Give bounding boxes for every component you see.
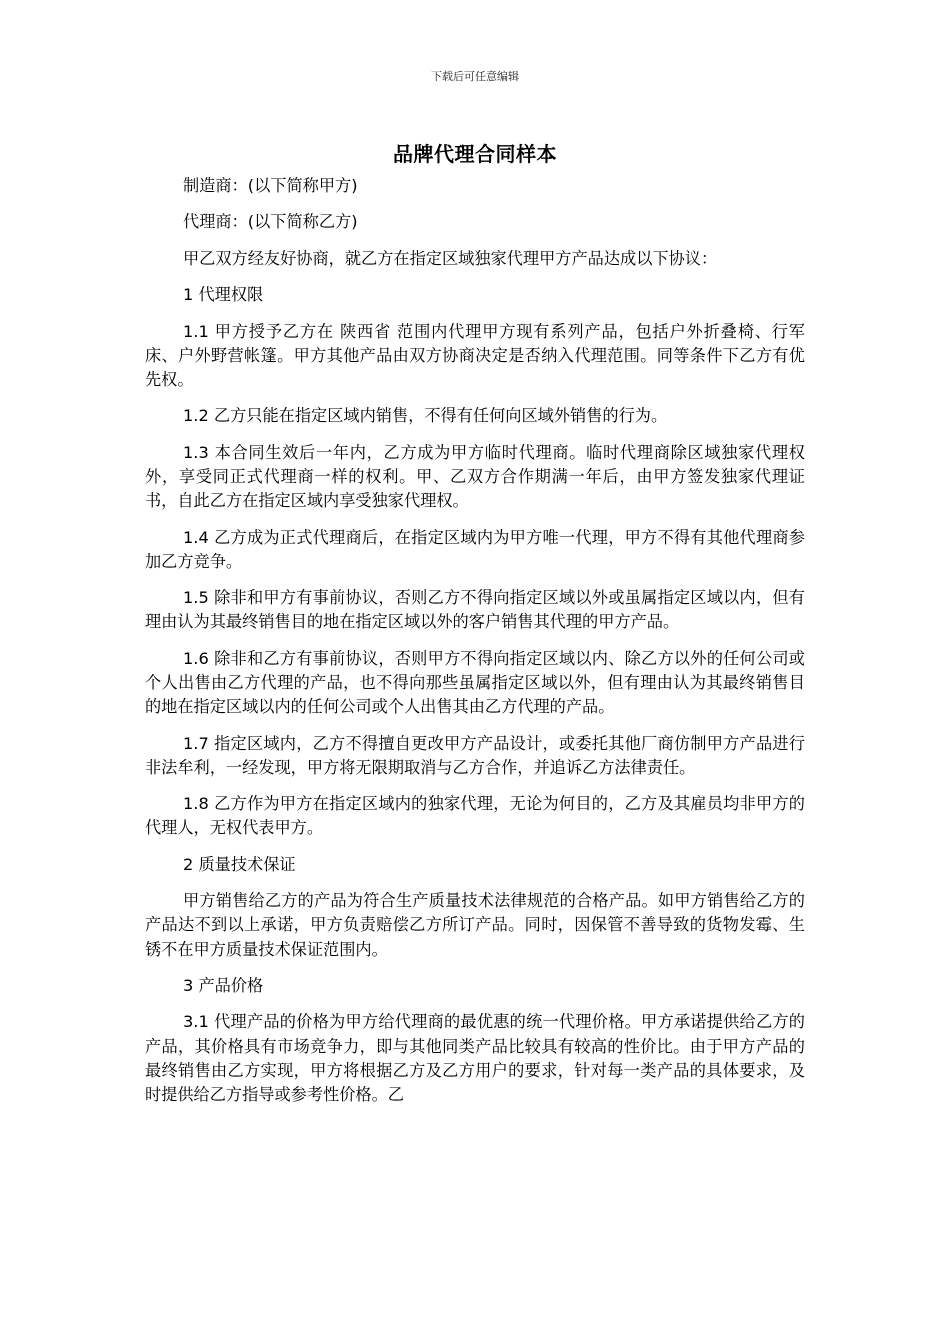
clause-3-1: 3.1 代理产品的价格为甲方给代理商的最优惠的统一代理价格。甲方承诺提供给乙方的产品，其价格具有市场竞争力，即与其他同类产品比较具有较高的性价比。由于甲方产品的最终销售由乙方实现，甲方将根据乙方及乙方用户的要求，针对每一类产品的具体要求，及时提供给乙方指导或参考性价格。乙 [145, 1012, 805, 1104]
paragraph-manufacturer: 制造商：(以下简称甲方) [183, 176, 358, 195]
clause-1-7: 1.7 指定区域内，乙方不得擅自更改甲方产品设计，或委托其他厂商仿制甲方产品进行非法牟利，一经发现，甲方将无限期取消与乙方合作，并追诉乙方法律责任。 [145, 733, 805, 777]
clause-1-8: 1.8 乙方作为甲方在指定区域内的独家代理，无论为何目的，乙方及其雇员均非甲方的代理人，无权代表甲方。 [145, 794, 805, 838]
paragraph-preamble: 甲乙双方经友好协商，就乙方在指定区域独家代理甲方产品达成以下协议： [183, 248, 718, 268]
section-heading-2: 2 质量技术保证 [183, 854, 296, 874]
document-title: 品牌代理合同样本 [393, 142, 557, 166]
paragraph-agent: 代理商：(以下简称乙方) [183, 212, 358, 232]
section-heading-1: 1 代理权限 [183, 285, 264, 305]
clause-2-body: 甲方销售给乙方的产品为符合生产质量技术法律规范的合格产品。如甲方销售给乙方的产品达不到以上承诺，甲方负责赔偿乙方所订产品。同时，因保管不善导致的货物发霉、生锈不在甲方质量技术保证范围内。 [145, 891, 805, 959]
clause-1-4: 1.4 乙方成为正式代理商后，在指定区域内为甲方唯一代理，甲方不得有其他代理商参加乙方竞争。 [145, 527, 805, 571]
clause-1-6: 1.6 除非和乙方有事前协议，否则甲方不得向指定区域以内、除乙方以外的任何公司或个人出售由乙方代理的产品，也不得向那些虽属指定区域以外，但有理由认为其最终销售目的地在指定区域以内的任何公司或个人出售其由乙方代理的产品。 [145, 648, 805, 717]
clause-1-3: 1.3 本合同生效后一年内，乙方成为甲方临时代理商。临时代理商除区域独家代理权外，享受同正式代理商一样的权利。甲、乙双方合作期满一年后，由甲方签发独家代理证书，自此乙方在指定区域内享受独家代理权。 [145, 442, 805, 511]
clause-1-1: 1.1 甲方授予乙方在 陕西省 范围内代理甲方现有系列产品，包括户外折叠椅、行军床、户外野营帐篷。甲方其他产品由双方协商决定是否纳入代理范围。同等条件下乙方有优先权。 [145, 321, 805, 389]
document-body [145, 174, 805, 1119]
clause-1-2: 1.2 乙方只能在指定区域内销售，不得有任何向区域外销售的行为。 [183, 406, 668, 426]
header-note: 下载后可任意编辑 [431, 70, 519, 83]
section-heading-3: 3 产品价格 [183, 975, 264, 995]
clause-1-5: 1.5 除非和甲方有事前协议，否则乙方不得向指定区域以外或虽属指定区域以内，但有理由认为其最终销售目的地在指定区域以外的客户销售其代理的甲方产品。 [145, 588, 805, 632]
